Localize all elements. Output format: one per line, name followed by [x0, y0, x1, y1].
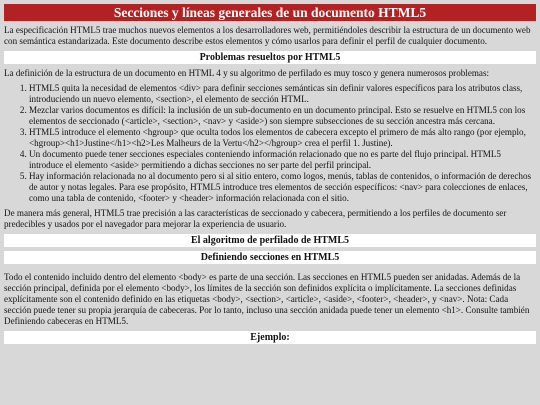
- sections-paragraph: Todo el contenido incluido dentro del elemento <body> es parte de una sección. Las secciones en HTML5 pueden ser anidadas. Además de la sección principal, definida por el elemento <body>, los límites de la sección son definidos explícita o implícitamente. La secciones definidas explícitamente son el contenido definido en las etiquetas <body>, <section>, <article>, <aside>, <footer>, <header>, y <nav>. Nota: Cada sección puede tener su propia jerarquía de cabeceras. Por lo tanto, incluso una sección anidada puede tener un elemento <h1>. Consulte también Definiendo cabeceras en HTML5.: [4, 272, 530, 326]
- example-heading: Ejemplo:: [4, 331, 536, 344]
- problems-heading: Problemas resueltos por HTML5: [4, 51, 536, 64]
- sections-heading: Definiendo secciones en HTML5: [4, 251, 536, 264]
- algorithm-heading: El algoritmo de perfilado de HTML5: [4, 234, 536, 247]
- list-item: 1. HTML5 quita la necesidad de elementos <div> para definir secciones semánticas sin definir valores específicos para los atributos class, introduciendo un nuevo elemento, <section>, el elemento de sección HTML.: [29, 83, 536, 105]
- problems-conclusion: De manera más general, HTML5 trae precisión a las características de seccionado y cabecera, permitiendo a los perfiles de documento ser predecibles y usados por el navegador para mejorar la experiencia de usuario.: [4, 208, 507, 229]
- intro-paragraph: La especificación HTML5 trae muchos nuevos elementos a los desarrolladores web, permitiéndoles describir la estructura de un documento web con semántica estandarizada. Este documento describe estos elementos y cómo usarlos para definir el perfil de cualquier documento.: [4, 25, 531, 46]
- list-item: 3. HTML5 introduce el elemento <hgroup> que oculta todos los elementos de cabecera excepto el primero de más alto rango (por ejemplo, <hgroup><h1>Justine</h1><h2>Les Malheurs de la Vertu</h2></hgroup> crea el perfil 1. Justine).: [29, 127, 536, 149]
- list-item: 5. Hay información relacionada no al documento pero si al sitio entero, como logos, menús, tablas de contenidos, o información de derechos de autor y notas legales. Para ese propósito, HTML5 introduce tres elementos de sección específicos: <nav> para colecciones de enlaces, como una tabla de contenido, <footer> y <header> información relacionada con el sitio.: [29, 171, 536, 204]
- list-item: 4. Un documento puede tener secciones especiales conteniendo información relacionado que no es parte del flujo principal. HTML5 introduce el elemento <aside> permitiendo a dichas secciones no ser parte del perfil principal.: [29, 149, 536, 171]
- page-title: Secciones y líneas generales de un documento HTML5: [4, 4, 536, 21]
- problems-list: [4, 83, 536, 204]
- list-item: 2. Mezclar varios documentos es difícil: la inclusión de un sub-documento en un documento principal. Esto se resuelve en HTML5 con los elementos de seccionado (<article>, <section>, <nav> y <aside>) son siempre subsecciones de su sección ancestra más cercana.: [29, 105, 536, 127]
- problems-lead: La definición de la estructura de un documento en HTML 4 y su algoritmo de perfilado es muy tosco y genera numerosos problemas:: [4, 68, 490, 78]
